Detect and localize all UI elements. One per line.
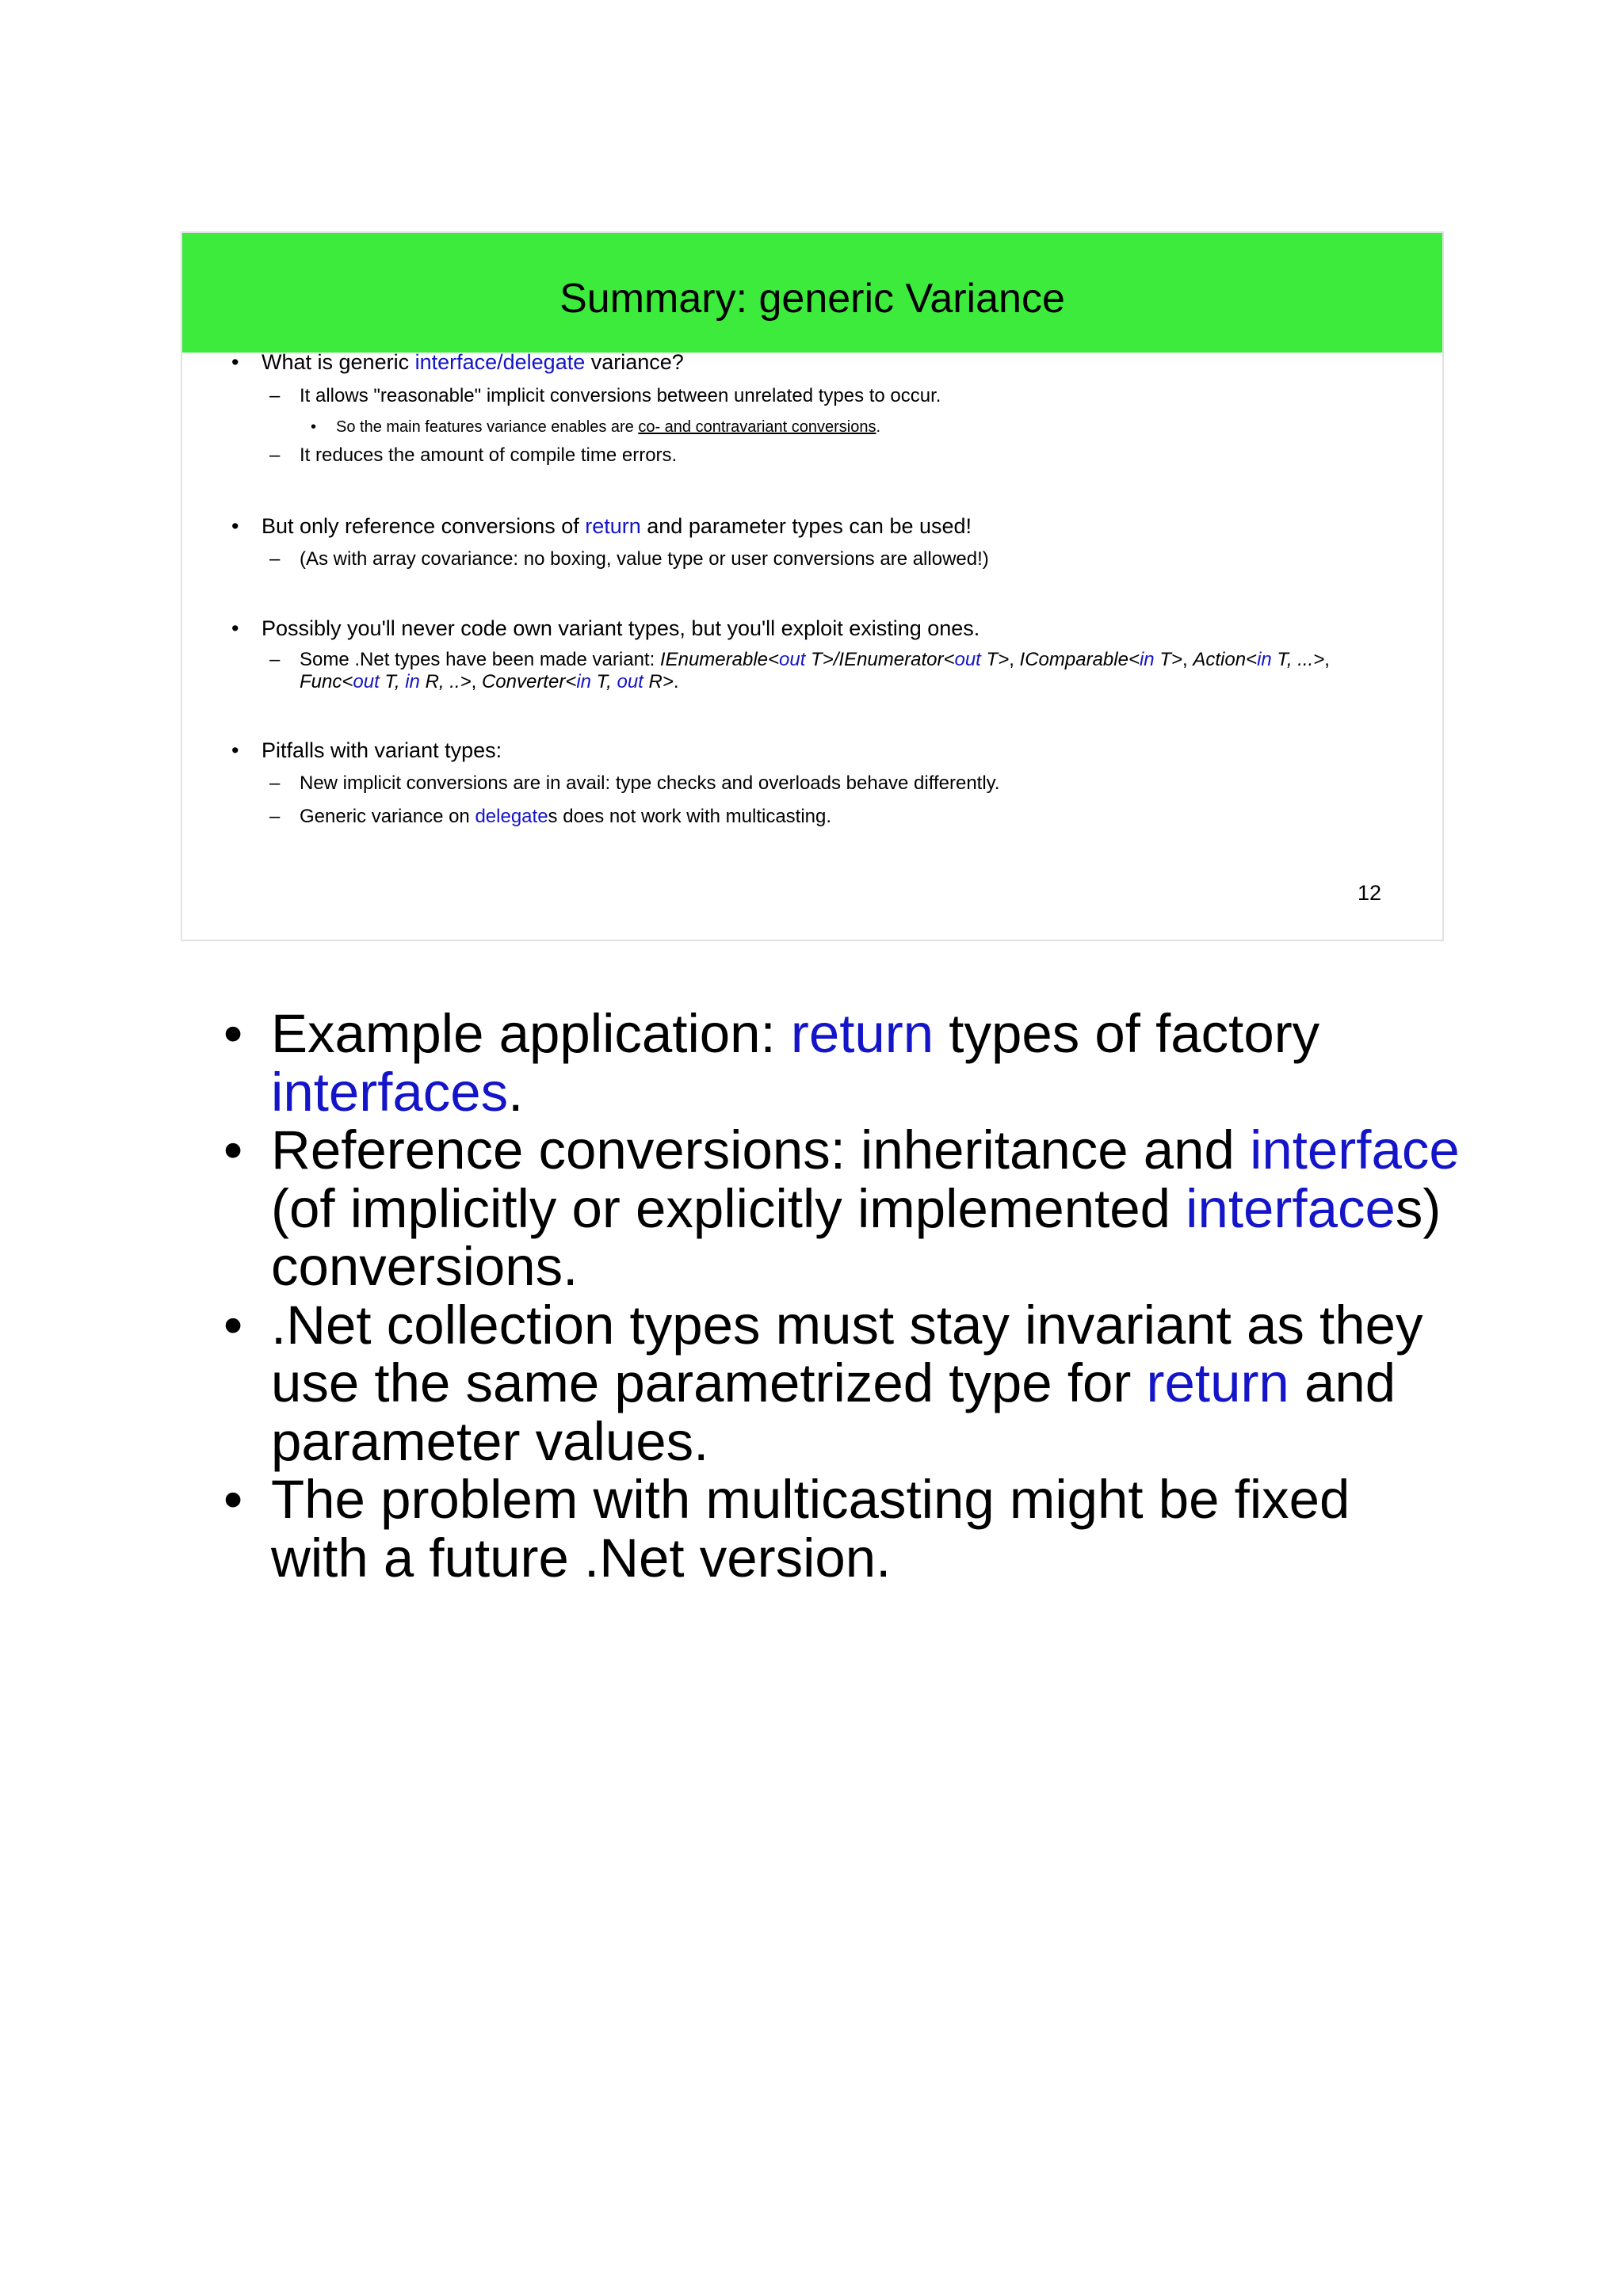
keyword: return [1146, 1352, 1289, 1413]
bullet-dot: • [223, 1003, 243, 1064]
dash-marker: – [269, 649, 281, 670]
bullet-dot: • [311, 418, 317, 436]
slide-title: Summary: generic Variance [559, 276, 1065, 322]
slide-bullet-2-sub-1: (As with array covariance: no boxing, value type or user conversions are allowed!) [300, 548, 989, 570]
keyword: return [585, 514, 641, 538]
note-item-4: • The problem with multicasting might be fixed with a future .Net version. [223, 1469, 1350, 1589]
bullet-dot: • [231, 350, 239, 374]
slide-bullet-3-sub-1-line-2: Func<out T, in R, ..>, Converter<in T, out R>. [300, 671, 679, 692]
slide-title-bar [182, 233, 1442, 353]
keyword: in [1139, 649, 1155, 670]
bullet-dot: • [223, 1294, 243, 1356]
note-item-3: • .Net collection types must stay invariant as they use the same parametrized type for return and parameter values. [223, 1294, 1423, 1472]
note-item-2: • Reference conversions: inheritance and interface (of implicitly or explicitly implemented interfaces) conversions. [223, 1119, 1460, 1297]
slide-bullet-4: Pitfalls with variant types: [262, 738, 502, 762]
dash-marker: – [269, 772, 281, 794]
keyword: out [617, 671, 643, 692]
dash-marker: – [269, 385, 281, 406]
slide-bullet-2: But only reference conversions of return and parameter types can be used! [262, 514, 972, 538]
bullet-dot: • [231, 616, 239, 640]
keyword: interfaces [271, 1061, 509, 1123]
slide-bullet-3-sub-1-line-1: Some .Net types have been made variant: IEnumerable<out T>/IEnumerator<out T>, IComparable<in T>, Action<in T, ...>, [300, 649, 1330, 670]
slide-bullet-4-sub-2: Generic variance on delegates does not work with multicasting. [300, 806, 832, 827]
slide-bullet-4-sub-1: New implicit conversions are in avail: type checks and overloads behave differently. [300, 772, 1000, 794]
underlined-term: co- and contravariant conversions [638, 418, 876, 436]
slide-bullet-1: What is generic interface/delegate variance? [262, 350, 684, 374]
notes-list [223, 1005, 1460, 1587]
keyword: delegate [475, 806, 548, 827]
dash-marker: – [269, 806, 281, 827]
slide-bullet-1-sub-1-1: So the main features variance enables are co- and contravariant conversions. [336, 418, 881, 436]
keyword: in [405, 671, 420, 692]
keyword: out [353, 671, 380, 692]
slide [181, 231, 1444, 941]
keyword: interface [1250, 1119, 1460, 1180]
slide-bullet-1-sub-2: It reduces the amount of compile time errors. [300, 444, 678, 466]
bullet-dot: • [223, 1469, 243, 1530]
keyword: interface/delegate [414, 350, 586, 374]
keyword: interface [1186, 1177, 1396, 1239]
keyword: out [779, 649, 806, 670]
bullet-dot: • [223, 1119, 243, 1180]
bullet-dot: • [231, 738, 239, 762]
keyword: in [1257, 649, 1272, 670]
dash-marker: – [269, 548, 281, 570]
keyword: return [790, 1003, 934, 1064]
dash-marker: – [269, 444, 281, 466]
page-number: 12 [1358, 881, 1382, 905]
keyword: in [576, 671, 592, 692]
slide-bullet-1-sub-1: It allows "reasonable" implicit conversions between unrelated types to occur. [300, 385, 941, 406]
bullet-dot: • [231, 514, 239, 538]
slide-bullet-3: Possibly you'll never code own variant types, but you'll exploit existing ones. [262, 616, 980, 640]
note-item-1: • Example application: return types of factory interfaces. [223, 1003, 1320, 1123]
keyword: out [954, 649, 981, 670]
